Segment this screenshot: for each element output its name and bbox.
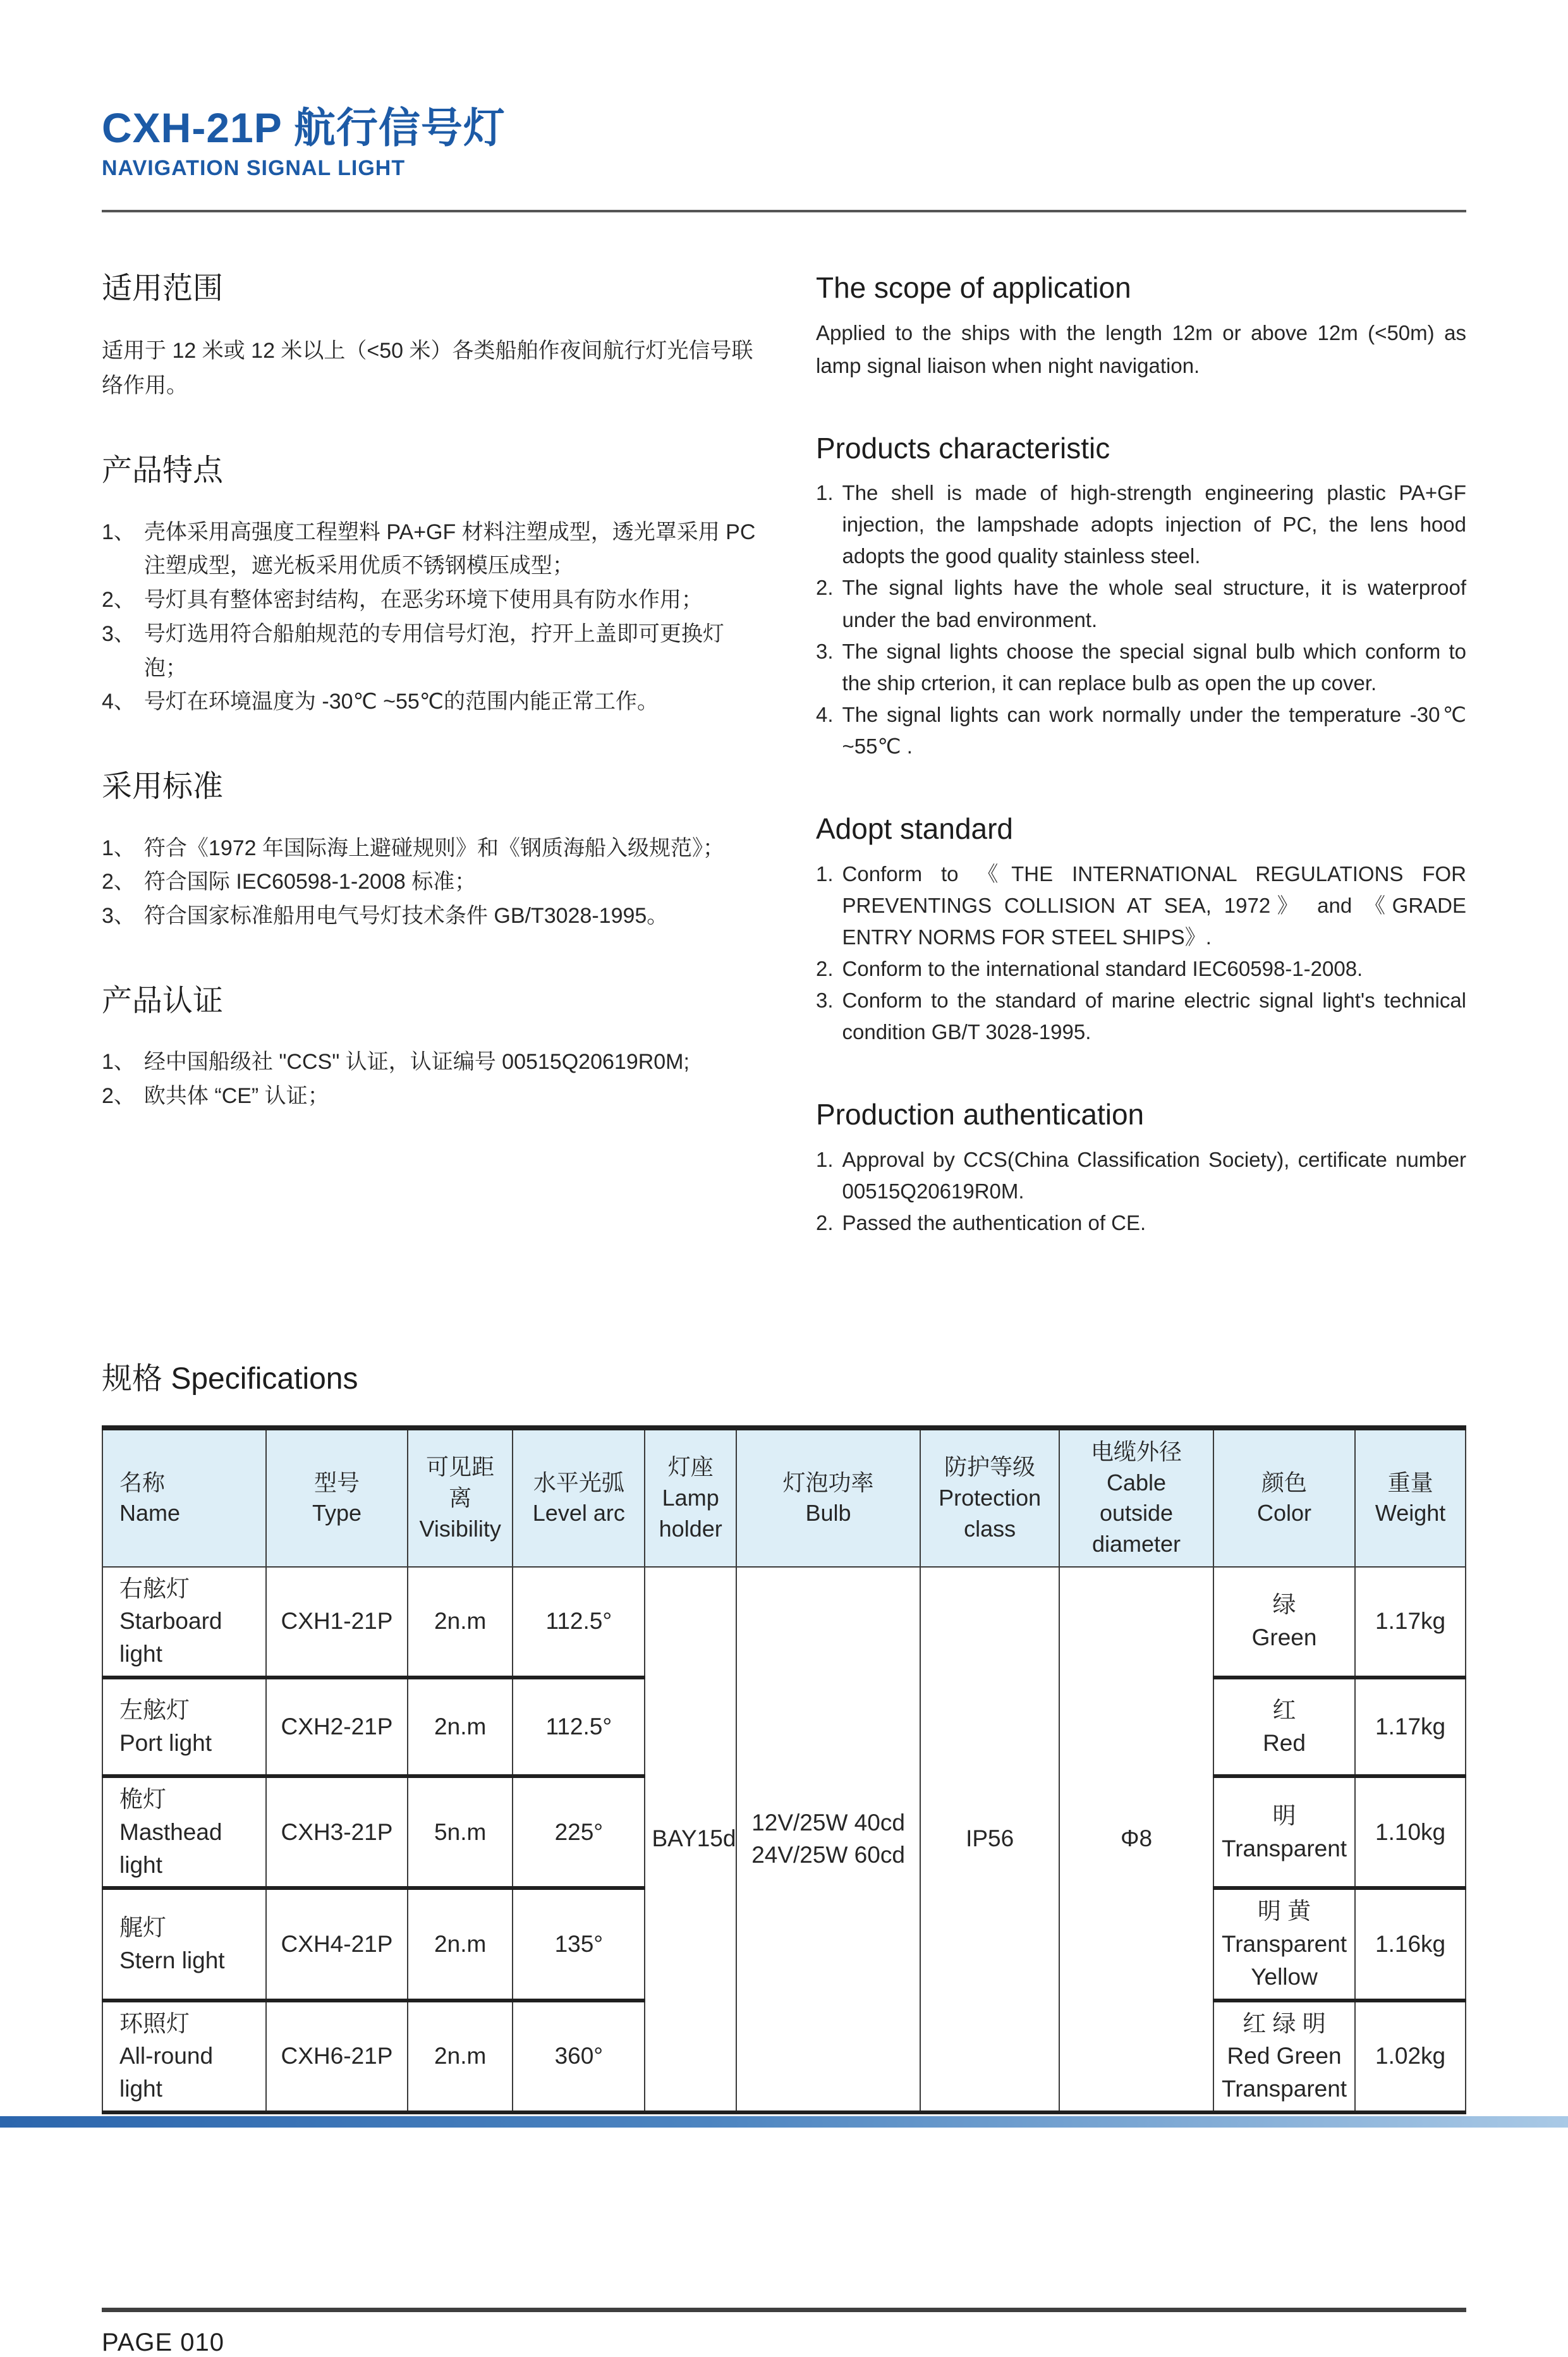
cell-color	[1213, 2001, 1355, 2112]
cell-level-arc: 135°	[513, 1888, 645, 2000]
cell-visibility: 2n.m	[408, 1567, 513, 1678]
list-item-text: The signal lights can work normally under the temperature -30℃ ~55℃ .	[842, 703, 1466, 758]
cell-name-en: Masthead light	[119, 1818, 222, 1878]
section-heading: 适用范围	[102, 272, 224, 306]
cell-name-en: Starboard light	[119, 1608, 222, 1667]
list-item-number: 2.	[816, 957, 834, 981]
list-item-text: 符合国家标准船用电气号灯技术条件 GB/T3028-1995。	[143, 903, 669, 928]
table-header-row	[102, 1428, 1466, 1566]
column-header-en: Level arc	[532, 1500, 625, 1526]
column-header	[513, 1428, 645, 1566]
list-item	[102, 1080, 765, 1114]
footer-divider	[102, 2308, 1466, 2312]
cell-visibility: 2n.m	[408, 1888, 513, 2000]
list-item-number: 1.	[816, 1147, 834, 1171]
list-item-number: 2、	[102, 1084, 135, 1109]
list-item-text: The shell is made of high-strength engineering plastic PA+GF injection, the lampshade adopts injection of PC, the lens hood adopts the good quality stainless steel.	[842, 480, 1466, 568]
column-header	[1355, 1428, 1466, 1566]
list-item	[102, 583, 765, 618]
column-header-zh: 水平光弧	[533, 1469, 624, 1495]
cell-color-en: Transparent	[1221, 1835, 1347, 1861]
list-item-number: 3、	[102, 903, 135, 928]
section-heading: 产品特点	[102, 454, 224, 488]
cell-name-en: Port light	[119, 1729, 212, 1756]
cell-visibility: 2n.m	[408, 2001, 513, 2112]
column-header	[1059, 1428, 1213, 1566]
cell-color-zh: 红	[1272, 1697, 1296, 1724]
section-heading: Production authentication	[816, 1098, 1145, 1131]
page-number: PAGE 010	[102, 2329, 225, 2357]
cell-weight: 1.17kg	[1355, 1678, 1466, 1776]
document-header	[102, 0, 1466, 212]
column-header	[645, 1428, 736, 1566]
header-divider	[102, 210, 1466, 212]
list-item-text: 号灯在环境温度为 -30℃ ~55℃的范围内能正常工作。	[143, 690, 659, 714]
column-header-en: Visibility	[419, 1515, 501, 1542]
cell-color-zh: 红 绿 明	[1243, 2010, 1326, 2037]
list-item-text: The signal lights choose the special signal bulb which conform to the ship crterion, it can replace bulb as open the up cover.	[842, 639, 1466, 695]
cell-color-en: Red	[1263, 1729, 1306, 1756]
list-item-number: 2.	[816, 576, 834, 600]
section-heading: The scope of application	[816, 271, 1131, 305]
cell-bulb-line: 12V/25W 40cd	[751, 1809, 905, 1836]
list-item	[816, 636, 1466, 699]
cell-color-en: Red Green Transparent	[1221, 2043, 1347, 2102]
list-item-number: 2、	[102, 870, 135, 894]
column-header-zh: 型号	[313, 1469, 360, 1495]
column-header	[102, 1428, 266, 1566]
cell-name	[102, 1776, 266, 1888]
cell-weight: 1.10kg	[1355, 1776, 1466, 1888]
column-header-en: Weight	[1375, 1500, 1446, 1526]
column-header	[266, 1428, 408, 1566]
column-header-zh: 灯座	[667, 1454, 714, 1480]
list-item	[816, 1144, 1466, 1207]
column-header-zh: 防护等级	[944, 1454, 1036, 1480]
cell-weight: 1.17kg	[1355, 1567, 1466, 1678]
list-item	[816, 858, 1466, 953]
section-application-scope-zh	[102, 271, 765, 403]
numbered-list	[102, 1045, 765, 1113]
list-item	[816, 953, 1466, 985]
cell-color	[1213, 1776, 1355, 1888]
column-header	[408, 1428, 513, 1566]
cell-type: CXH1-21P	[266, 1567, 408, 1678]
list-item-number: 1、	[102, 1050, 135, 1075]
list-item-number: 2.	[816, 1210, 834, 1234]
table-row	[102, 1567, 1466, 1678]
specifications-title: 规格 Specifications	[102, 1362, 358, 1396]
cell-color	[1213, 1888, 1355, 2000]
english-column	[816, 271, 1466, 1288]
cell-name	[102, 1888, 266, 2000]
list-item-number: 4.	[816, 703, 834, 727]
page-title: CXH-21P 航行信号灯	[102, 104, 506, 151]
bottom-accent-bar	[0, 2116, 1568, 2128]
column-header-en: Name	[119, 1500, 181, 1526]
cell-type: CXH6-21P	[266, 2001, 408, 2112]
cell-type: CXH3-21P	[266, 1776, 408, 1888]
cell-bulb	[736, 1567, 920, 2113]
column-header-en: Cable outside diameter	[1091, 1469, 1181, 1557]
cell-type: CXH4-21P	[266, 1888, 408, 2000]
cell-color	[1213, 1678, 1355, 1776]
cell-name-en: Stern light	[119, 1947, 225, 1973]
list-item-text: Passed the authentication of CE.	[842, 1210, 1146, 1234]
section-heading: Adopt standard	[816, 812, 1014, 846]
section-adopt-standard-en	[816, 812, 1466, 1048]
list-item-text: 号灯具有整体密封结构，在恶劣环境下使用具有防水作用；	[143, 588, 703, 612]
two-column-body	[102, 271, 1466, 1288]
cell-level-arc: 112.5°	[513, 1678, 645, 1776]
list-item-text: 经中国船级社 "CCS" 认证，认证编号 00515Q20619R0M;	[143, 1050, 690, 1075]
section-products-characteristic-en	[816, 431, 1466, 763]
column-header	[920, 1428, 1059, 1566]
list-item-number: 3.	[816, 989, 834, 1013]
section-application-scope-en	[816, 271, 1466, 381]
column-header-zh: 颜色	[1261, 1469, 1308, 1495]
cell-type: CXH2-21P	[266, 1678, 408, 1776]
column-header-zh: 可见距离	[426, 1454, 495, 1511]
column-gap	[765, 271, 816, 1288]
list-item-text: 符合《1972 年国际海上避碰规则》和《钢质海船入级规范》；	[143, 836, 725, 860]
list-item-number: 1.	[816, 862, 834, 886]
numbered-list	[102, 832, 765, 934]
list-item	[816, 699, 1466, 762]
table-body	[102, 1567, 1466, 2113]
cell-color-zh: 绿	[1272, 1592, 1296, 1618]
list-item	[102, 618, 765, 685]
list-item	[102, 832, 765, 866]
page-subtitle: NAVIGATION SIGNAL LIGHT	[102, 156, 406, 181]
column-header-en: Bulb	[805, 1500, 851, 1526]
column-header-zh: 重量	[1387, 1469, 1433, 1495]
column-header-en: Color	[1257, 1500, 1312, 1526]
cell-lamp-holder: BAY15d	[645, 1567, 736, 2113]
list-item-text: 壳体采用高强度工程塑料 PA+GF 材料注塑成型，透光罩采用 PC 注塑成型，遮光板采用优质不锈钢模压成型；	[143, 520, 756, 578]
list-item-number: 1.	[816, 480, 834, 504]
section-paragraph: Applied to the ships with the length 12m or above 12m (<50m) as lamp signal liaison when night navigation.	[816, 321, 1466, 377]
cell-level-arc: 112.5°	[513, 1567, 645, 1678]
list-item-text: 欧共体 “CE” 认证；	[143, 1084, 329, 1109]
list-item-text: 符合国际 IEC60598-1-2008 标准；	[143, 870, 477, 894]
cell-color-en: Transparent Yellow	[1221, 1931, 1347, 1990]
list-item-number: 1、	[102, 520, 135, 544]
table-header	[102, 1428, 1466, 1566]
cell-color-zh: 明	[1272, 1802, 1296, 1829]
list-item-number: 1、	[102, 836, 135, 860]
column-header	[736, 1428, 920, 1566]
list-item	[816, 477, 1466, 572]
list-item-text: 号灯选用符合船舶规范的专用信号灯泡，拧开上盖即可更换灯泡；	[143, 621, 724, 680]
section-heading: 产品认证	[102, 984, 224, 1018]
cell-cable-diameter: Φ8	[1059, 1567, 1213, 2113]
cell-color	[1213, 1567, 1355, 1678]
numbered-list	[816, 477, 1466, 762]
section-heading: 采用标准	[102, 769, 224, 803]
cell-name-zh: 右舷灯	[119, 1575, 190, 1602]
list-item	[816, 985, 1466, 1048]
section-paragraph: 适用于 12 米或 12 米以上（<50 米）各类船舶作夜间航行灯光信号联络作用。	[102, 338, 753, 398]
list-item	[102, 516, 765, 583]
column-header-zh: 灯泡功率	[782, 1469, 874, 1495]
list-item-text: Conform to 《THE INTERNATIONAL REGULATIONS FOR PREVENTINGS COLLISION AT SEA, 1972》 and 《GRADE ENTRY NORMS FOR STEEL SHIPS》.	[842, 862, 1466, 949]
section-adopted-standards-zh	[102, 769, 765, 934]
list-item-text: Conform to the international standard IEC60598-1-2008.	[842, 957, 1363, 981]
column-header-zh: 电缆外径	[1091, 1439, 1182, 1465]
list-item-number: 2、	[102, 588, 135, 612]
cell-color-zh: 明 黄	[1257, 1898, 1311, 1925]
list-item-text: Approval by CCS(China Classification Society), certificate number 00515Q20619R0M.	[842, 1147, 1466, 1203]
cell-name	[102, 1567, 266, 1678]
cell-color-en: Green	[1251, 1624, 1317, 1651]
cell-name-zh: 环照灯	[119, 2010, 190, 2037]
cell-name-zh: 左舷灯	[119, 1697, 190, 1724]
list-item	[102, 685, 765, 719]
list-item	[102, 1045, 765, 1080]
section-product-certification-zh	[102, 983, 765, 1114]
list-item-text: The signal lights have the whole seal structure, it is waterproof under the bad environment.	[842, 576, 1466, 631]
column-header-en: Lamp holder	[659, 1485, 722, 1542]
list-item	[102, 865, 765, 899]
specifications-table	[102, 1425, 1466, 2114]
column-header	[1213, 1428, 1355, 1566]
cell-protection-class: IP56	[920, 1567, 1059, 2113]
list-item-number: 3、	[102, 621, 135, 646]
list-item-number: 3.	[816, 639, 834, 663]
cell-level-arc: 360°	[513, 2001, 645, 2112]
cell-name-zh: 桅灯	[119, 1786, 166, 1812]
numbered-list	[102, 516, 765, 719]
cell-visibility: 2n.m	[408, 1678, 513, 1776]
list-item	[816, 572, 1466, 635]
column-header-en: Protection class	[939, 1485, 1042, 1542]
column-header-zh: 名称	[119, 1469, 166, 1495]
section-product-features-zh	[102, 453, 765, 719]
list-item	[816, 1207, 1466, 1239]
cell-name	[102, 2001, 266, 2112]
chinese-column	[102, 271, 765, 1288]
cell-bulb-line: 24V/25W 60cd	[751, 1842, 905, 1868]
column-header-en: Type	[312, 1500, 362, 1526]
numbered-list	[816, 1144, 1466, 1239]
cell-name-zh: 艉灯	[119, 1915, 166, 1941]
cell-weight: 1.02kg	[1355, 2001, 1466, 2112]
list-item	[102, 899, 765, 934]
cell-level-arc: 225°	[513, 1776, 645, 1888]
numbered-list	[816, 858, 1466, 1049]
cell-name-en: All-round light	[119, 2043, 214, 2102]
section-production-authentication-en	[816, 1097, 1466, 1239]
list-item-text: Conform to the standard of marine electric signal light's technical condition GB/T 3028-1995.	[842, 989, 1466, 1044]
cell-visibility: 5n.m	[408, 1776, 513, 1888]
cell-weight: 1.16kg	[1355, 1888, 1466, 2000]
section-heading: Products characteristic	[816, 431, 1110, 465]
list-item-number: 4、	[102, 690, 135, 714]
cell-name	[102, 1678, 266, 1776]
